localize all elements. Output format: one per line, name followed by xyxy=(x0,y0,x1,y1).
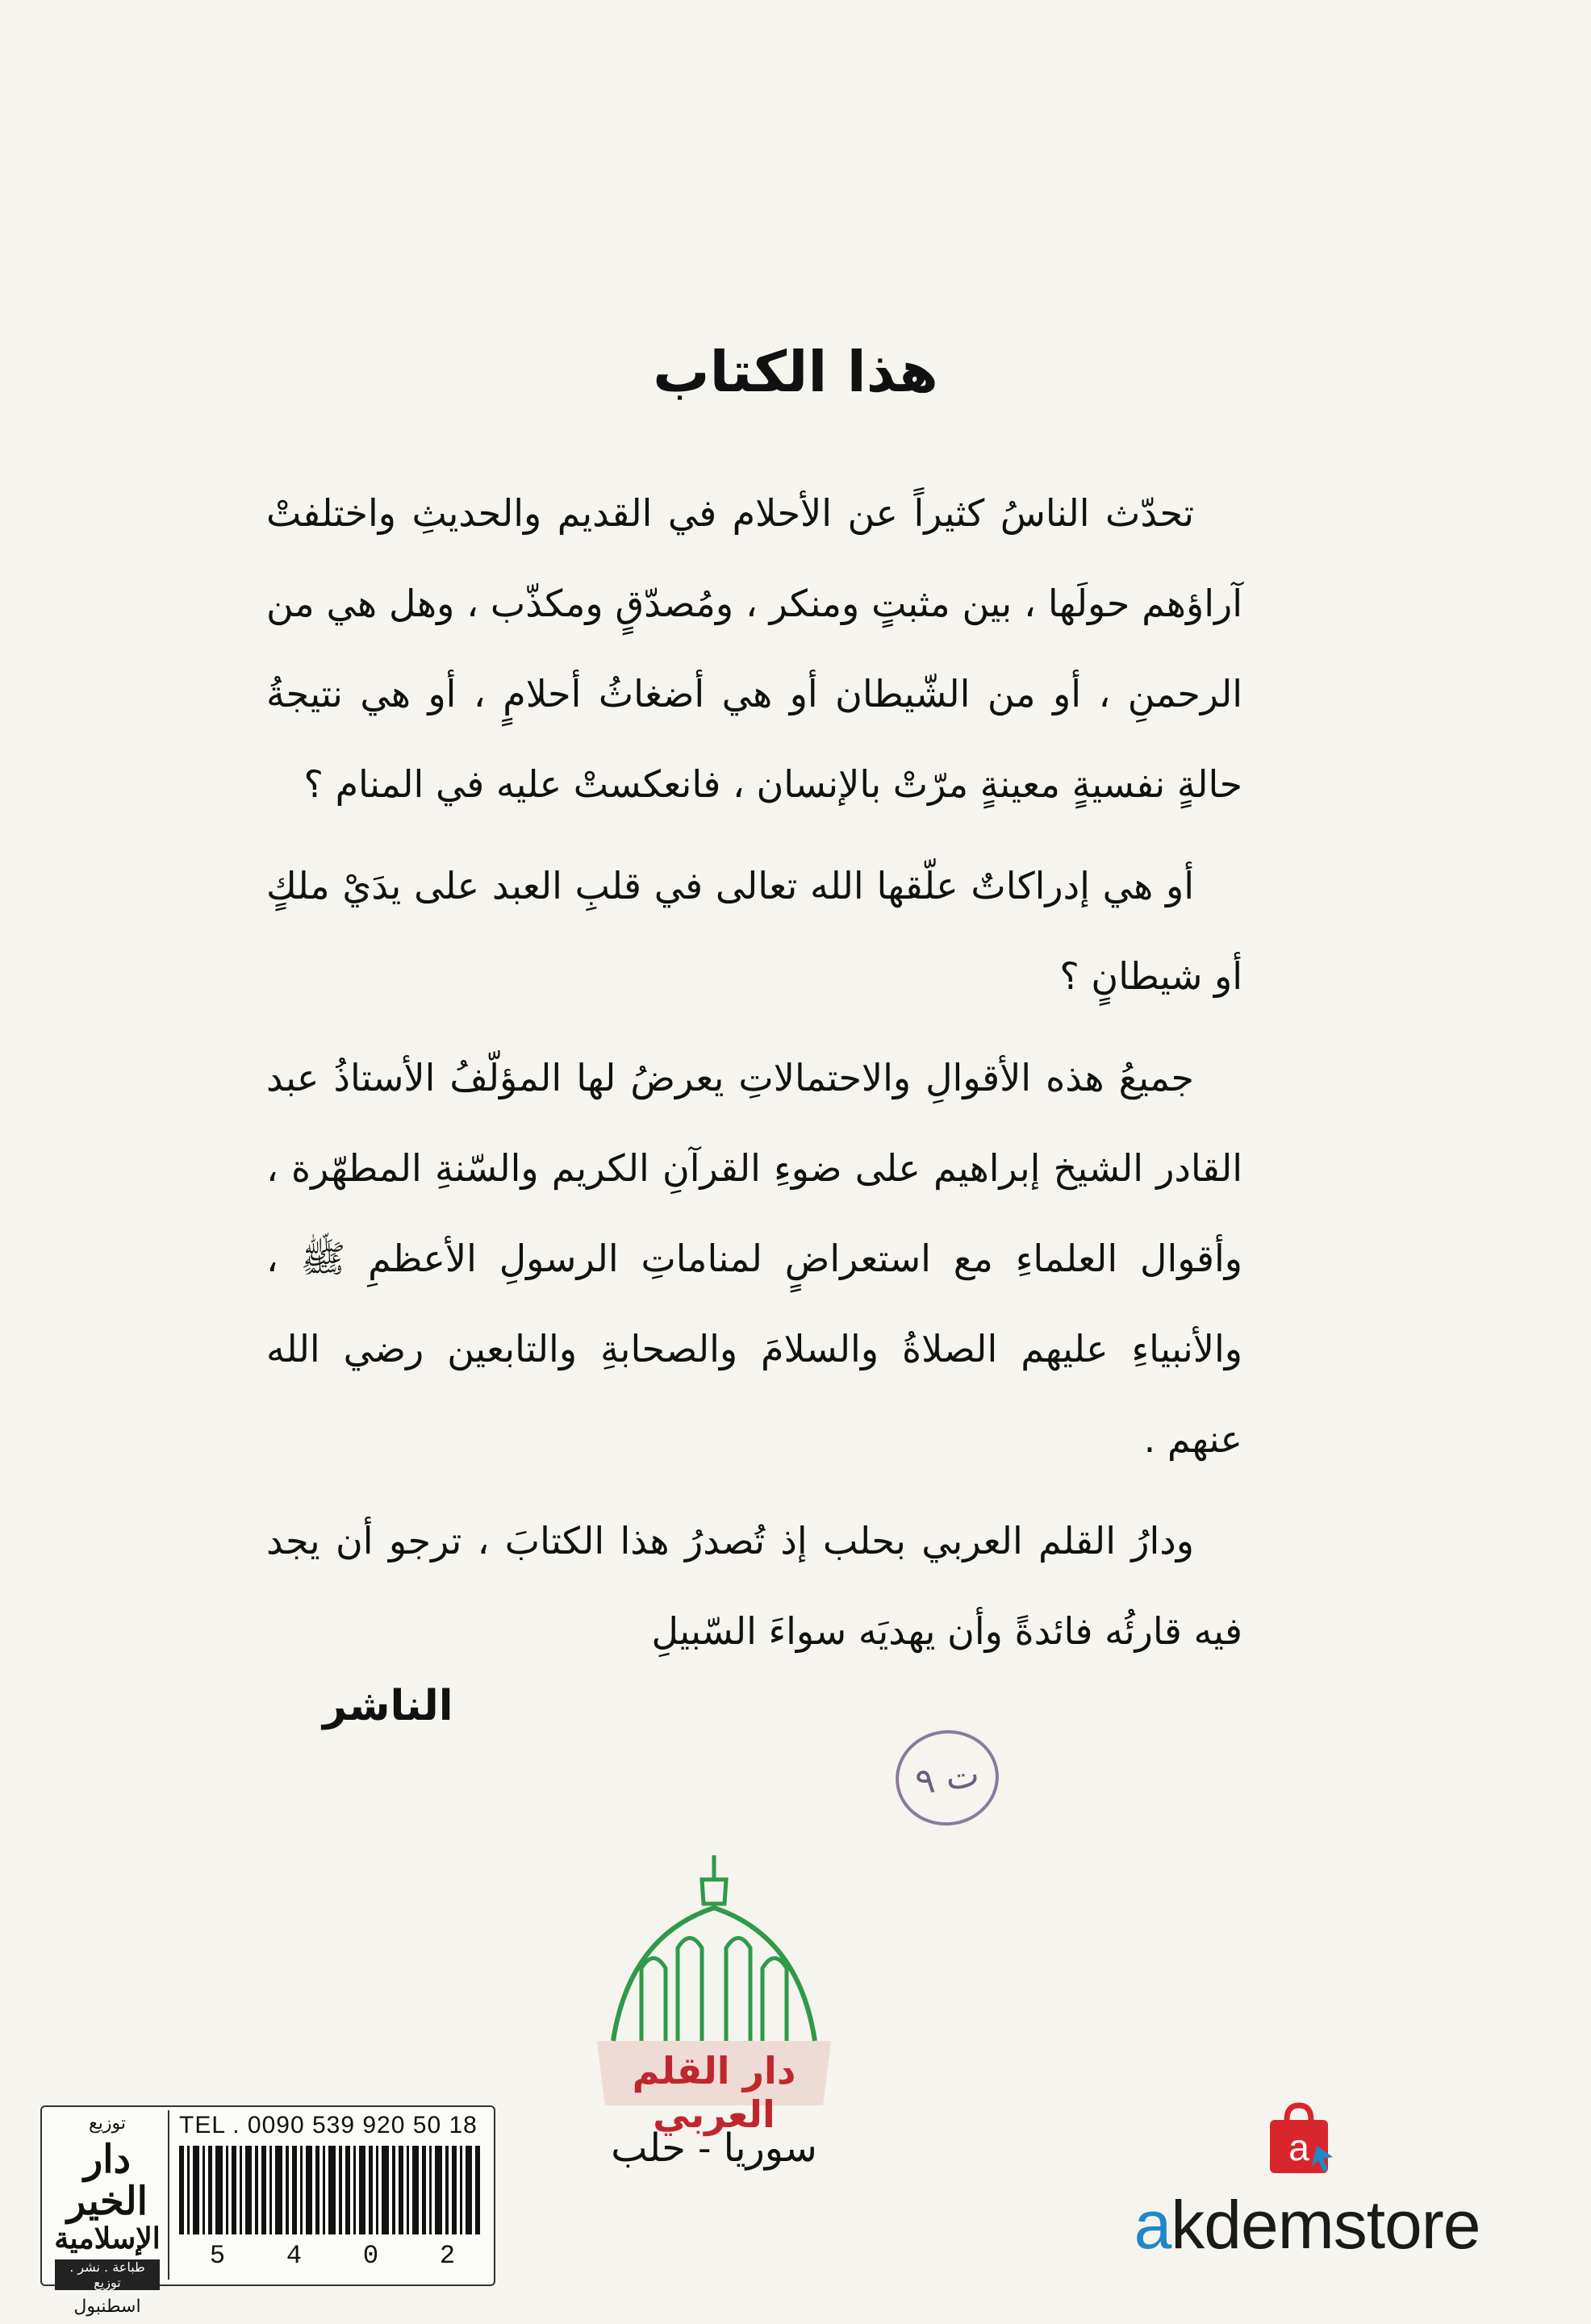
distributor-name: دار الخير xyxy=(67,2137,148,2224)
page-title: هذا الكتاب xyxy=(653,339,938,405)
store-name-rest: kdemstore xyxy=(1171,2187,1480,2263)
handwritten-stamp: ت ٩ xyxy=(889,1724,1004,1833)
barcode-digit: 0 xyxy=(362,2241,379,2271)
publisher-logo xyxy=(581,1847,847,2136)
store-icon-letter: a xyxy=(1288,2126,1309,2168)
barcode-digit: 2 xyxy=(439,2241,456,2271)
blurb-paragraph-2: أو هي إدراكاتٌ علّقها الله تعالى في قلبِ العبد على يدَيْ ملكٍ أو شيطانٍ ؟ xyxy=(266,864,1242,998)
blurb-paragraph-1: تحدّث الناسُ كثيراً عن الأحلام في القديم والحديثِ واختلفتْ آراؤهم حولَها ، بين مثبتٍ ومنكر ، ومُصدّقٍ ومكذّب ، وهل هي من الرحمنِ ، أو من الشّيطان أو هي أضغاثُ أحلامٍ ، أو هي نتيجةُ حالةٍ نفسيةٍ معينةٍ مرّتْ بالإنسان ، فانعكستْ عليه في المنام ؟ xyxy=(266,491,1242,806)
blurb-paragraph-3: جميعُ هذه الأقوالِ والاحتمالاتِ يعرضُ لها المؤلّفُ الأستاذُ عبد القادر الشيخ إبراهيم على ضوءِ القرآنِ الكريم والسّنةِ المطهّرة ، وأقوال العلماءِ مع استعراضٍ لمناماتِ الرسولِ الأعظمِ ﷺ ، والأنبياءِ عليهم الصلاةُ والسلامَ والصحابةِ والتابعين رضي الله عنهم . xyxy=(266,1056,1242,1461)
barcode-digit: 5 xyxy=(209,2241,226,2271)
publisher-logo-text: دار القلم العربي xyxy=(632,2049,796,2136)
store-watermark xyxy=(1089,2089,1525,2283)
barcode-digit: 4 xyxy=(286,2241,303,2271)
store-name-accent: a xyxy=(1134,2187,1171,2263)
blurb-paragraph-4: ودارُ القلم العربي بحلب إذ تُصدرُ هذا الكتابَ ، ترجو أن يجد فيه قارئُه فائدةً وأن يهديَه سواءَ السّبيلِ xyxy=(266,1519,1242,1653)
distributor-name-secondary: الإسلامية xyxy=(54,2222,161,2255)
distributor-city: اسطنبول xyxy=(73,2297,141,2317)
blurb-text xyxy=(266,468,1242,1688)
barcode-icon xyxy=(179,2146,486,2234)
telephone-number: TEL . 0090 539 920 50 18 xyxy=(179,2112,478,2138)
store-name xyxy=(1089,2186,1525,2264)
distributor-tagline: طباعة . نشر . توزيع xyxy=(55,2259,160,2290)
shopping-bag-icon xyxy=(1259,2097,1339,2178)
barcode-digits xyxy=(179,2241,486,2271)
distributor-box xyxy=(47,2110,169,2317)
publisher-signature: الناشر xyxy=(323,1682,453,1730)
publisher-location: سوريا - حلب xyxy=(611,2126,817,2171)
distributor-label: توزيع xyxy=(89,2113,126,2134)
distributor-sticker xyxy=(40,2105,495,2317)
